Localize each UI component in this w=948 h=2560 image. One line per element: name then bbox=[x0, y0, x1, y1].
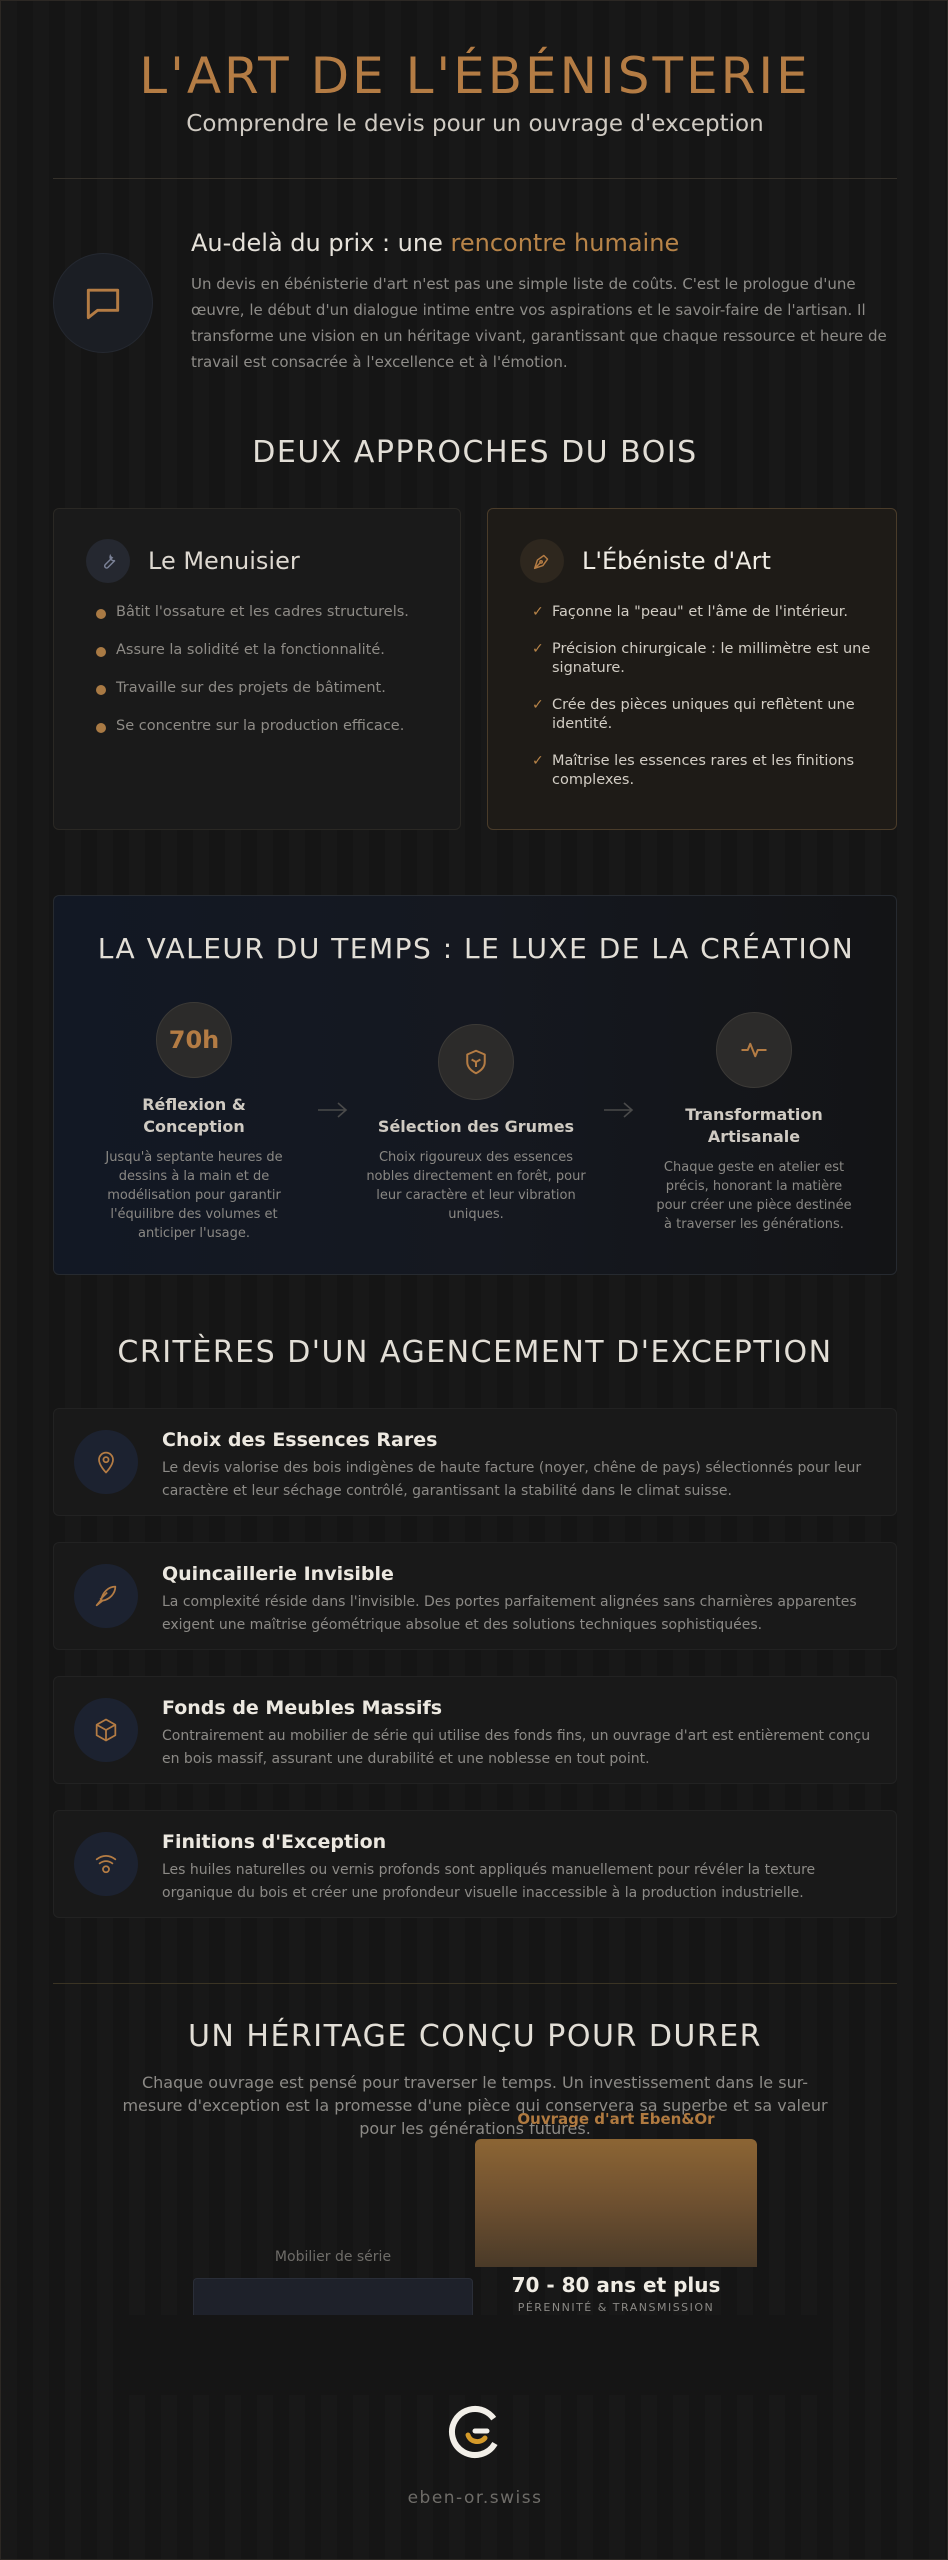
criteria-card bbox=[53, 1542, 897, 1650]
approaches-title: DEUX APPROCHES DU BOIS bbox=[252, 435, 698, 470]
list-item: Bâtit l'ossature et les cadres structurels. bbox=[96, 603, 436, 622]
criteria-title: CRITÈRES D'UN AGENCEMENT D'EXCEPTION bbox=[117, 1335, 833, 1370]
criteria-text: La complexité réside dans l'invisible. Des portes parfaitement alignées sans charnières apparentes exigent une maîtrise géométrique absolue et des solutions techniques sophistiquées. bbox=[162, 1594, 857, 1633]
map-pin-icon bbox=[74, 1430, 138, 1494]
step-title: Réflexion & Conception bbox=[142, 1095, 246, 1136]
shield-icon bbox=[438, 1024, 514, 1100]
ebeniste-list bbox=[532, 603, 872, 808]
criteria-text: Le devis valorise des bois indigènes de haute facture (noyer, chêne de pays) sélectionnés pour leur caractère et leur séchage contrôlé, garantissant la stabilité dans le climat suisse. bbox=[162, 1460, 862, 1499]
step-text: Choix rigoureux des essences nobles directement en forêt, pour leur caractère et leur vibration uniques. bbox=[366, 1150, 586, 1222]
intro-title-prefix: Au-delà du prix : une bbox=[191, 229, 451, 257]
menuisier-title: Le Menuisier bbox=[148, 547, 300, 575]
intro-text: Un devis en ébénisterie d'art n'est pas une simple liste de coûts. C'est le prologue d'une œuvre, le début d'un dialogue intime entre vos aspirations et le savoir-faire de l'artisan. Il transforme une vision en un héritage vivant, garantissant que chaque ressource et heure de travail est consacrée à l'excellence et à l'émotion. bbox=[191, 275, 887, 371]
criteria-card bbox=[53, 1676, 897, 1784]
time-value-panel bbox=[53, 895, 897, 1275]
intro-title bbox=[191, 229, 679, 257]
menuisier-card bbox=[53, 508, 461, 830]
step-text: Chaque geste en atelier est précis, honorant la matière pour créer une pièce destinée à traverser les générations. bbox=[656, 1160, 852, 1232]
list-item: Assure la solidité et la fonctionnalité. bbox=[96, 641, 436, 660]
list-item-text: Maîtrise les essences rares et les finitions complexes. bbox=[552, 753, 855, 788]
heritage-oeuvre-value: 70 - 80 ans et plus bbox=[511, 2273, 721, 2297]
ebeniste-title: L'Ébéniste d'Art bbox=[582, 547, 771, 575]
intro-title-highlight: rencontre humaine bbox=[450, 229, 680, 257]
criteria-title-text: Finitions d'Exception bbox=[162, 1831, 387, 1853]
criteria-title-text: Quincaillerie Invisible bbox=[162, 1563, 394, 1585]
criteria-title-text: Fonds de Meubles Massifs bbox=[162, 1697, 443, 1719]
step-title: Transformation Artisanale bbox=[685, 1105, 823, 1146]
divider bbox=[53, 178, 897, 179]
step-text: Jusqu'à septante heures de dessins à la main et de modélisation pour garantir l'équilibre des volumes et anticiper l'usage. bbox=[105, 1150, 283, 1241]
time-value-title: LA VALEUR DU TEMPS : LE LUXE DE LA CRÉATION bbox=[97, 932, 855, 965]
check-icon: ✓ bbox=[532, 641, 544, 657]
heritage-oeuvre-caption: PÉRENNITÉ & TRANSMISSION bbox=[517, 2301, 715, 2314]
heritage-title: UN HÉRITAGE CONÇU POUR DURER bbox=[187, 2019, 763, 2054]
criteria-card bbox=[53, 1408, 897, 1516]
heritage-fade bbox=[121, 2315, 829, 2395]
heritage-text: Chaque ouvrage est pensé pour traverser le temps. Un investissement dans le sur-mesure d'exception est la promesse d'une pièce qui conservera sa superbe et sa valeur pour les générations futures. bbox=[122, 2073, 828, 2138]
arrow-right-icon bbox=[602, 1100, 636, 1120]
heritage-oeuvre-label: Ouvrage d'art Eben&Or bbox=[517, 2110, 715, 2128]
step-title: Sélection des Grumes bbox=[377, 1117, 575, 1136]
step-conception bbox=[94, 1002, 294, 1243]
list-item: Se concentre sur la production efficace. bbox=[96, 717, 436, 736]
chat-bubble-icon bbox=[53, 253, 153, 353]
pen-tool-icon bbox=[74, 1564, 138, 1628]
list-item: Travaille sur des projets de bâtiment. bbox=[96, 679, 436, 698]
ebeniste-card bbox=[487, 508, 897, 830]
pen-nib-icon bbox=[520, 539, 564, 583]
eben-or-logo-icon[interactable] bbox=[448, 2405, 502, 2459]
list-item bbox=[532, 603, 872, 622]
arrow-right-icon bbox=[316, 1100, 350, 1120]
list-item bbox=[532, 752, 872, 790]
wrench-icon bbox=[86, 539, 130, 583]
heritage-bar-serie bbox=[193, 2278, 473, 2316]
cube-icon bbox=[74, 1698, 138, 1762]
check-icon: ✓ bbox=[532, 604, 544, 620]
divider bbox=[53, 1983, 897, 1984]
list-item bbox=[532, 696, 872, 734]
hours-badge-value: 70h bbox=[168, 1026, 220, 1054]
footer-site-link[interactable]: eben-or.swiss bbox=[407, 2488, 543, 2508]
list-item-text: Précision chirurgicale : le millimètre est une signature. bbox=[552, 641, 871, 676]
hours-badge bbox=[156, 1002, 232, 1078]
heritage-bar-oeuvre bbox=[475, 2139, 757, 2267]
step-selection bbox=[366, 1024, 586, 1224]
check-icon: ✓ bbox=[532, 697, 544, 713]
list-item bbox=[532, 640, 872, 678]
list-item-text: Façonne la "peau" et l'âme de l'intérieur. bbox=[552, 604, 849, 620]
criteria-title-text: Choix des Essences Rares bbox=[162, 1429, 438, 1451]
criteria-text: Les huiles naturelles ou vernis profonds sont appliqués manuellement pour révéler la texture organique du bois et créer une profondeur visuelle inaccessible à la production industrielle. bbox=[162, 1862, 816, 1901]
list-item-text: Crée des pièces uniques qui reflètent une identité. bbox=[552, 697, 855, 732]
pulse-icon bbox=[716, 1012, 792, 1088]
step-transformation bbox=[654, 1012, 854, 1234]
page-title: L'ART DE L'ÉBÉNISTERIE bbox=[139, 47, 811, 105]
wave-icon bbox=[74, 1832, 138, 1896]
check-icon: ✓ bbox=[532, 753, 544, 769]
criteria-text: Contrairement au mobilier de série qui utilise des fonds fins, un ouvrage d'art est entièrement conçu en bois massif, assurant une durabilité et une noblesse en tout point. bbox=[162, 1728, 871, 1767]
menuisier-list bbox=[96, 603, 436, 755]
page-subtitle: Comprendre le devis pour un ouvrage d'exception bbox=[186, 111, 764, 137]
heritage-serie-label: Mobilier de série bbox=[274, 2249, 392, 2265]
criteria-card bbox=[53, 1810, 897, 1918]
